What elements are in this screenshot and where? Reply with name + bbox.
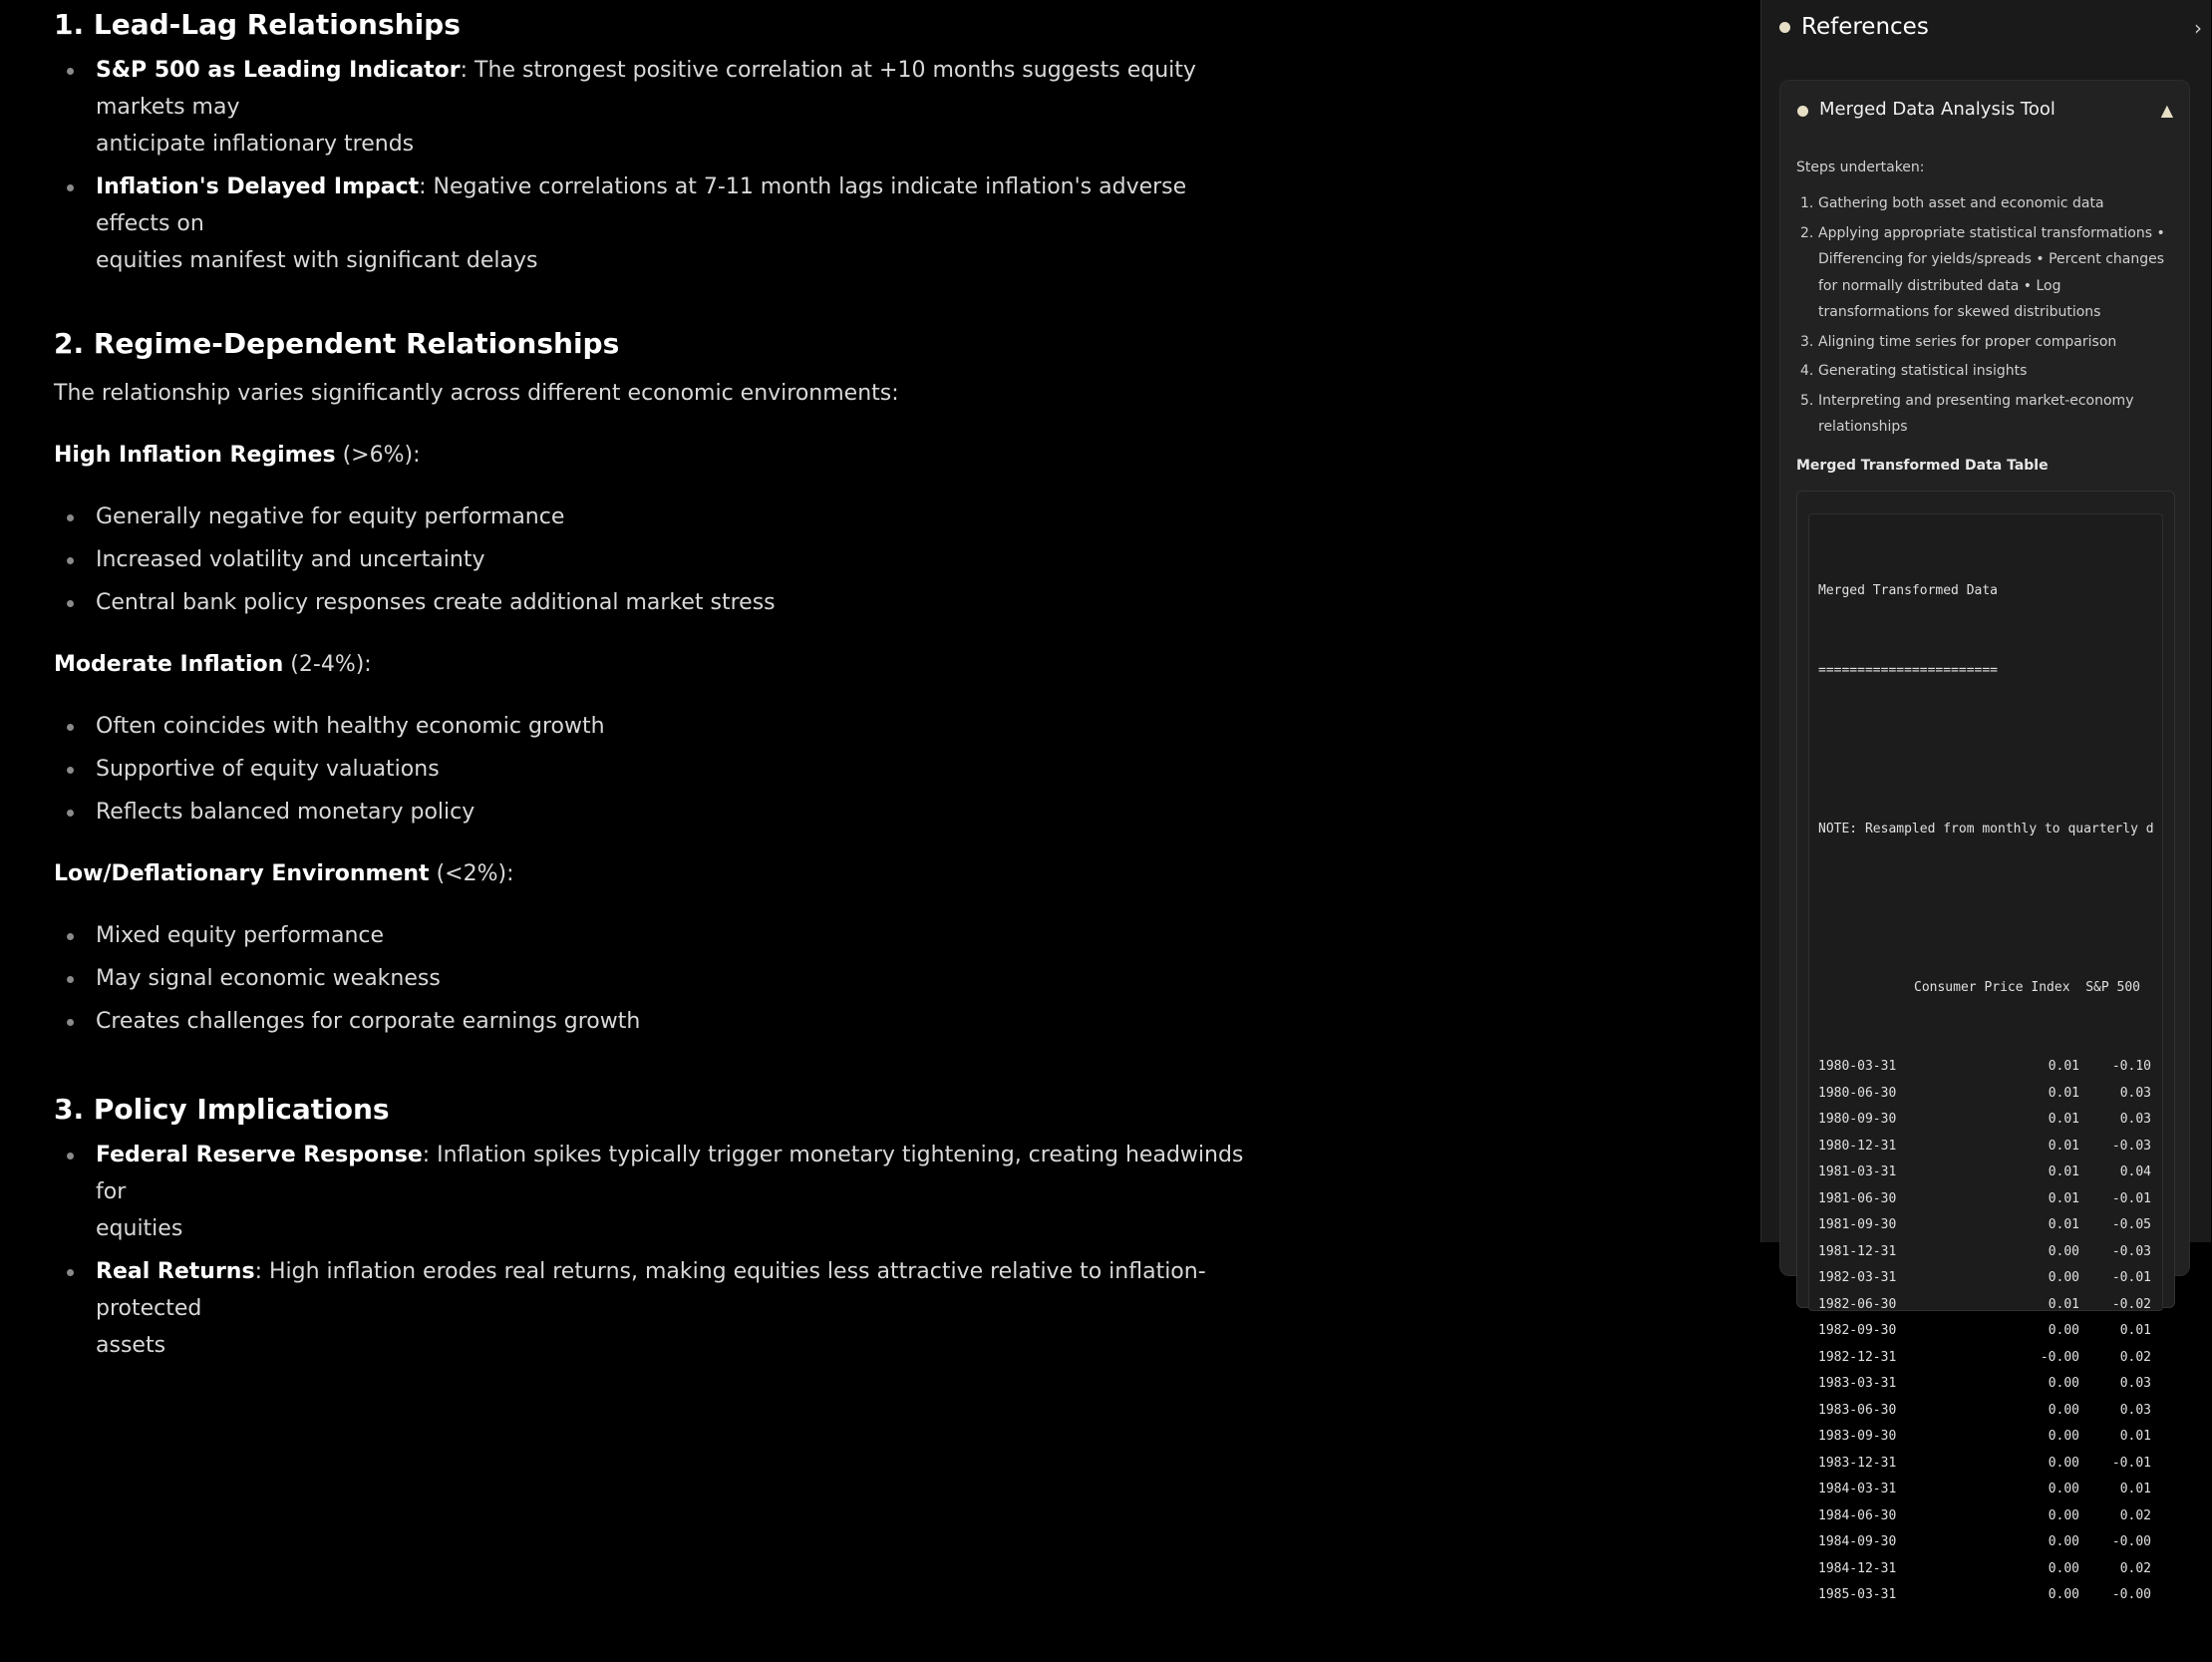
references-panel	[1760, 0, 2211, 1602]
list-item: Generally negative for equity performance	[54, 499, 1250, 535]
step-item: Aligning time series for proper comparison	[1818, 333, 2117, 350]
row-sp500-value: 0.01	[2119, 1429, 2151, 1444]
steps-label: Steps undertaken:	[1796, 160, 1925, 175]
row-sp500-value: 0.03	[2119, 1402, 2151, 1418]
row-date: 1983-12-31	[1818, 1455, 1897, 1471]
list-item: S&P 500 as Leading Indicator: The strongest positive correlation at +10 months suggests equity markets may anticipate inflationary trends	[54, 52, 1250, 163]
regime-heading-moderate: Moderate Inflation (2-4%):	[54, 652, 372, 677]
table-title: Merged Transformed Data	[1818, 583, 1999, 598]
table-row	[1818, 1556, 2162, 1583]
row-cpi-value: 0.00	[2048, 1482, 2079, 1496]
row-date: 1984-09-30	[1818, 1534, 1897, 1549]
row-sp500-value: 0.02	[2119, 1507, 2151, 1523]
table-row	[1818, 1477, 2162, 1503]
row-sp500-value: -0.00	[2111, 1534, 2151, 1549]
row-sp500-value: 0.01	[2119, 1482, 2151, 1496]
table-row	[1818, 1318, 2162, 1345]
table-header-row: Consumer Price Index S&P 500	[1914, 979, 2140, 995]
row-date: 1984-06-30	[1818, 1507, 1897, 1523]
row-date: 1981-06-30	[1818, 1190, 1897, 1206]
row-date: 1984-03-31	[1818, 1482, 1897, 1496]
references-header	[1761, 0, 2212, 56]
table-row	[1818, 1160, 2162, 1186]
status-dot-icon	[1797, 106, 1808, 117]
references-title: References	[1801, 14, 1929, 40]
row-cpi-value: 0.00	[2048, 1534, 2079, 1549]
step-item: Gathering both asset and economic data	[1818, 195, 2104, 211]
row-cpi-value: 0.01	[2048, 1190, 2079, 1206]
row-cpi-value: 0.00	[2048, 1376, 2079, 1391]
blank-line	[1818, 737, 2162, 764]
section-title-lead-lag: 1. Lead-Lag Relationships	[54, 8, 461, 41]
table-row	[1818, 1134, 2162, 1161]
code-block[interactable]	[1808, 513, 2163, 1602]
table-row	[1818, 1529, 2162, 1556]
row-sp500-value: -0.03	[2111, 1243, 2151, 1259]
step-item: Generating statistical insights	[1818, 363, 2028, 379]
row-sp500-value: -0.01	[2111, 1270, 2151, 1285]
row-sp500-value: 0.01	[2119, 1323, 2151, 1338]
row-date: 1981-09-30	[1818, 1217, 1897, 1232]
row-sp500-value: 0.02	[2119, 1560, 2151, 1576]
table-row	[1818, 1292, 2162, 1319]
triangle-up-icon[interactable]: ▲	[2160, 101, 2173, 120]
row-sp500-value: 0.03	[2119, 1112, 2151, 1127]
row-date: 1982-06-30	[1818, 1296, 1897, 1312]
row-cpi-value: 0.00	[2048, 1270, 2079, 1285]
blank-line	[1818, 895, 2162, 922]
table-underline: =======================	[1818, 662, 1999, 678]
row-date: 1980-06-30	[1818, 1085, 1897, 1101]
row-cpi-value: 0.01	[2048, 1296, 2079, 1312]
table-row	[1818, 1503, 2162, 1530]
row-cpi-value: 0.01	[2048, 1085, 2079, 1101]
policy-list	[54, 1137, 1760, 1364]
row-date: 1983-03-31	[1818, 1376, 1897, 1391]
step-item: Applying appropriate statistical transformations • Differencing for yields/spreads • Percent changes for normally distributed data • Log transformations for skewed distributions	[1818, 224, 2165, 320]
row-cpi-value: 0.01	[2048, 1059, 2079, 1074]
table-row	[1818, 1582, 2162, 1609]
regime-list-high	[54, 499, 1760, 621]
row-sp500-value: 0.03	[2119, 1085, 2151, 1101]
row-cpi-value: 0.00	[2048, 1429, 2079, 1444]
row-date: 1981-03-31	[1818, 1164, 1897, 1179]
table-rows	[1818, 1054, 2162, 1609]
row-date: 1982-12-31	[1818, 1349, 1897, 1365]
regime-intro: The relationship varies significantly across different economic environments:	[54, 381, 899, 406]
row-date: 1983-06-30	[1818, 1402, 1897, 1418]
chevron-right-icon[interactable]: ›	[2194, 16, 2202, 40]
row-cpi-value: 0.00	[2048, 1507, 2079, 1523]
list-item: Central bank policy responses create additional market stress	[54, 584, 1250, 621]
list-item: May signal economic weakness	[54, 960, 1250, 997]
row-cpi-value: 0.00	[2048, 1455, 2079, 1471]
row-cpi-value: 0.01	[2048, 1217, 2079, 1232]
row-cpi-value: 0.01	[2048, 1164, 2079, 1179]
list-item: Mixed equity performance	[54, 917, 1250, 954]
table-row	[1818, 1371, 2162, 1398]
row-cpi-value: 0.00	[2048, 1402, 2079, 1418]
tool-card	[1779, 80, 2190, 1602]
tool-name[interactable]: Merged Data Analysis Tool	[1819, 99, 2055, 120]
list-item: Often coincides with healthy economic growth	[54, 708, 1250, 745]
table-row	[1818, 1265, 2162, 1292]
table-row	[1818, 1424, 2162, 1451]
table-note: NOTE: Resampled from monthly to quarterly d	[1818, 821, 2154, 836]
list-item: Creates challenges for corporate earnings growth	[54, 1003, 1250, 1040]
row-date: 1981-12-31	[1818, 1243, 1897, 1259]
steps-list	[1796, 190, 2175, 444]
row-sp500-value: -0.03	[2111, 1138, 2151, 1154]
table-row	[1818, 1186, 2162, 1213]
row-date: 1980-09-30	[1818, 1112, 1897, 1127]
list-item: Increased volatility and uncertainty	[54, 541, 1250, 578]
table-row	[1818, 1239, 2162, 1266]
table-label: Merged Transformed Data Table	[1796, 458, 2049, 474]
table-row	[1818, 1451, 2162, 1478]
row-date: 1983-09-30	[1818, 1429, 1897, 1444]
row-cpi-value: 0.01	[2048, 1138, 2079, 1154]
table-row	[1818, 1054, 2162, 1081]
table-row	[1818, 1081, 2162, 1108]
list-item: Inflation's Delayed Impact: Negative correlations at 7-11 month lags indicate inflation's adverse effects on equities manifest with significant delays	[54, 168, 1250, 279]
row-sp500-value: -0.10	[2111, 1059, 2151, 1074]
section-title-regime: 2. Regime-Dependent Relationships	[54, 327, 620, 360]
row-date: 1985-03-31	[1818, 1587, 1897, 1602]
step-item: Interpreting and presenting market-economy relationships	[1818, 392, 2134, 435]
row-date: 1980-03-31	[1818, 1059, 1897, 1074]
table-container	[1796, 491, 2175, 1602]
row-cpi-value: 0.00	[2048, 1587, 2079, 1602]
row-sp500-value: -0.00	[2111, 1587, 2151, 1602]
table-row	[1818, 1107, 2162, 1134]
row-sp500-value: 0.02	[2119, 1349, 2151, 1365]
row-sp500-value: -0.02	[2111, 1296, 2151, 1312]
table-row	[1818, 1398, 2162, 1425]
status-dot-icon	[1779, 22, 1790, 33]
row-date: 1982-03-31	[1818, 1270, 1897, 1285]
section-title-policy: 3. Policy Implications	[54, 1093, 390, 1126]
regime-list-low	[54, 917, 1760, 1040]
row-sp500-value: -0.01	[2111, 1455, 2151, 1471]
list-item: Supportive of equity valuations	[54, 751, 1250, 788]
list-item: Real Returns: High inflation erodes real returns, making equities less attractive relative to inflation-protected assets	[54, 1253, 1250, 1364]
row-cpi-value: 0.01	[2048, 1112, 2079, 1127]
row-sp500-value: -0.01	[2111, 1190, 2151, 1206]
data-table-text	[1809, 514, 2162, 1662]
row-sp500-value: -0.05	[2111, 1217, 2151, 1232]
regime-list-moderate	[54, 708, 1760, 831]
list-item: Reflects balanced monetary policy	[54, 794, 1250, 831]
table-row	[1818, 1212, 2162, 1239]
row-date: 1982-09-30	[1818, 1323, 1897, 1338]
row-date: 1980-12-31	[1818, 1138, 1897, 1154]
regime-heading-high: High Inflation Regimes (>6%):	[54, 443, 421, 468]
row-sp500-value: 0.03	[2119, 1376, 2151, 1391]
row-cpi-value: 0.00	[2048, 1323, 2079, 1338]
lead-lag-list	[54, 52, 1760, 279]
regime-heading-low: Low/Deflationary Environment (<2%):	[54, 861, 514, 886]
row-cpi-value: -0.00	[2040, 1349, 2079, 1365]
row-cpi-value: 0.00	[2048, 1243, 2079, 1259]
row-cpi-value: 0.00	[2048, 1560, 2079, 1576]
table-row	[1818, 1345, 2162, 1372]
row-sp500-value: 0.04	[2119, 1164, 2151, 1179]
list-item: Federal Reserve Response: Inflation spikes typically trigger monetary tightening, creating headwinds for equities	[54, 1137, 1250, 1247]
row-date: 1984-12-31	[1818, 1560, 1897, 1576]
